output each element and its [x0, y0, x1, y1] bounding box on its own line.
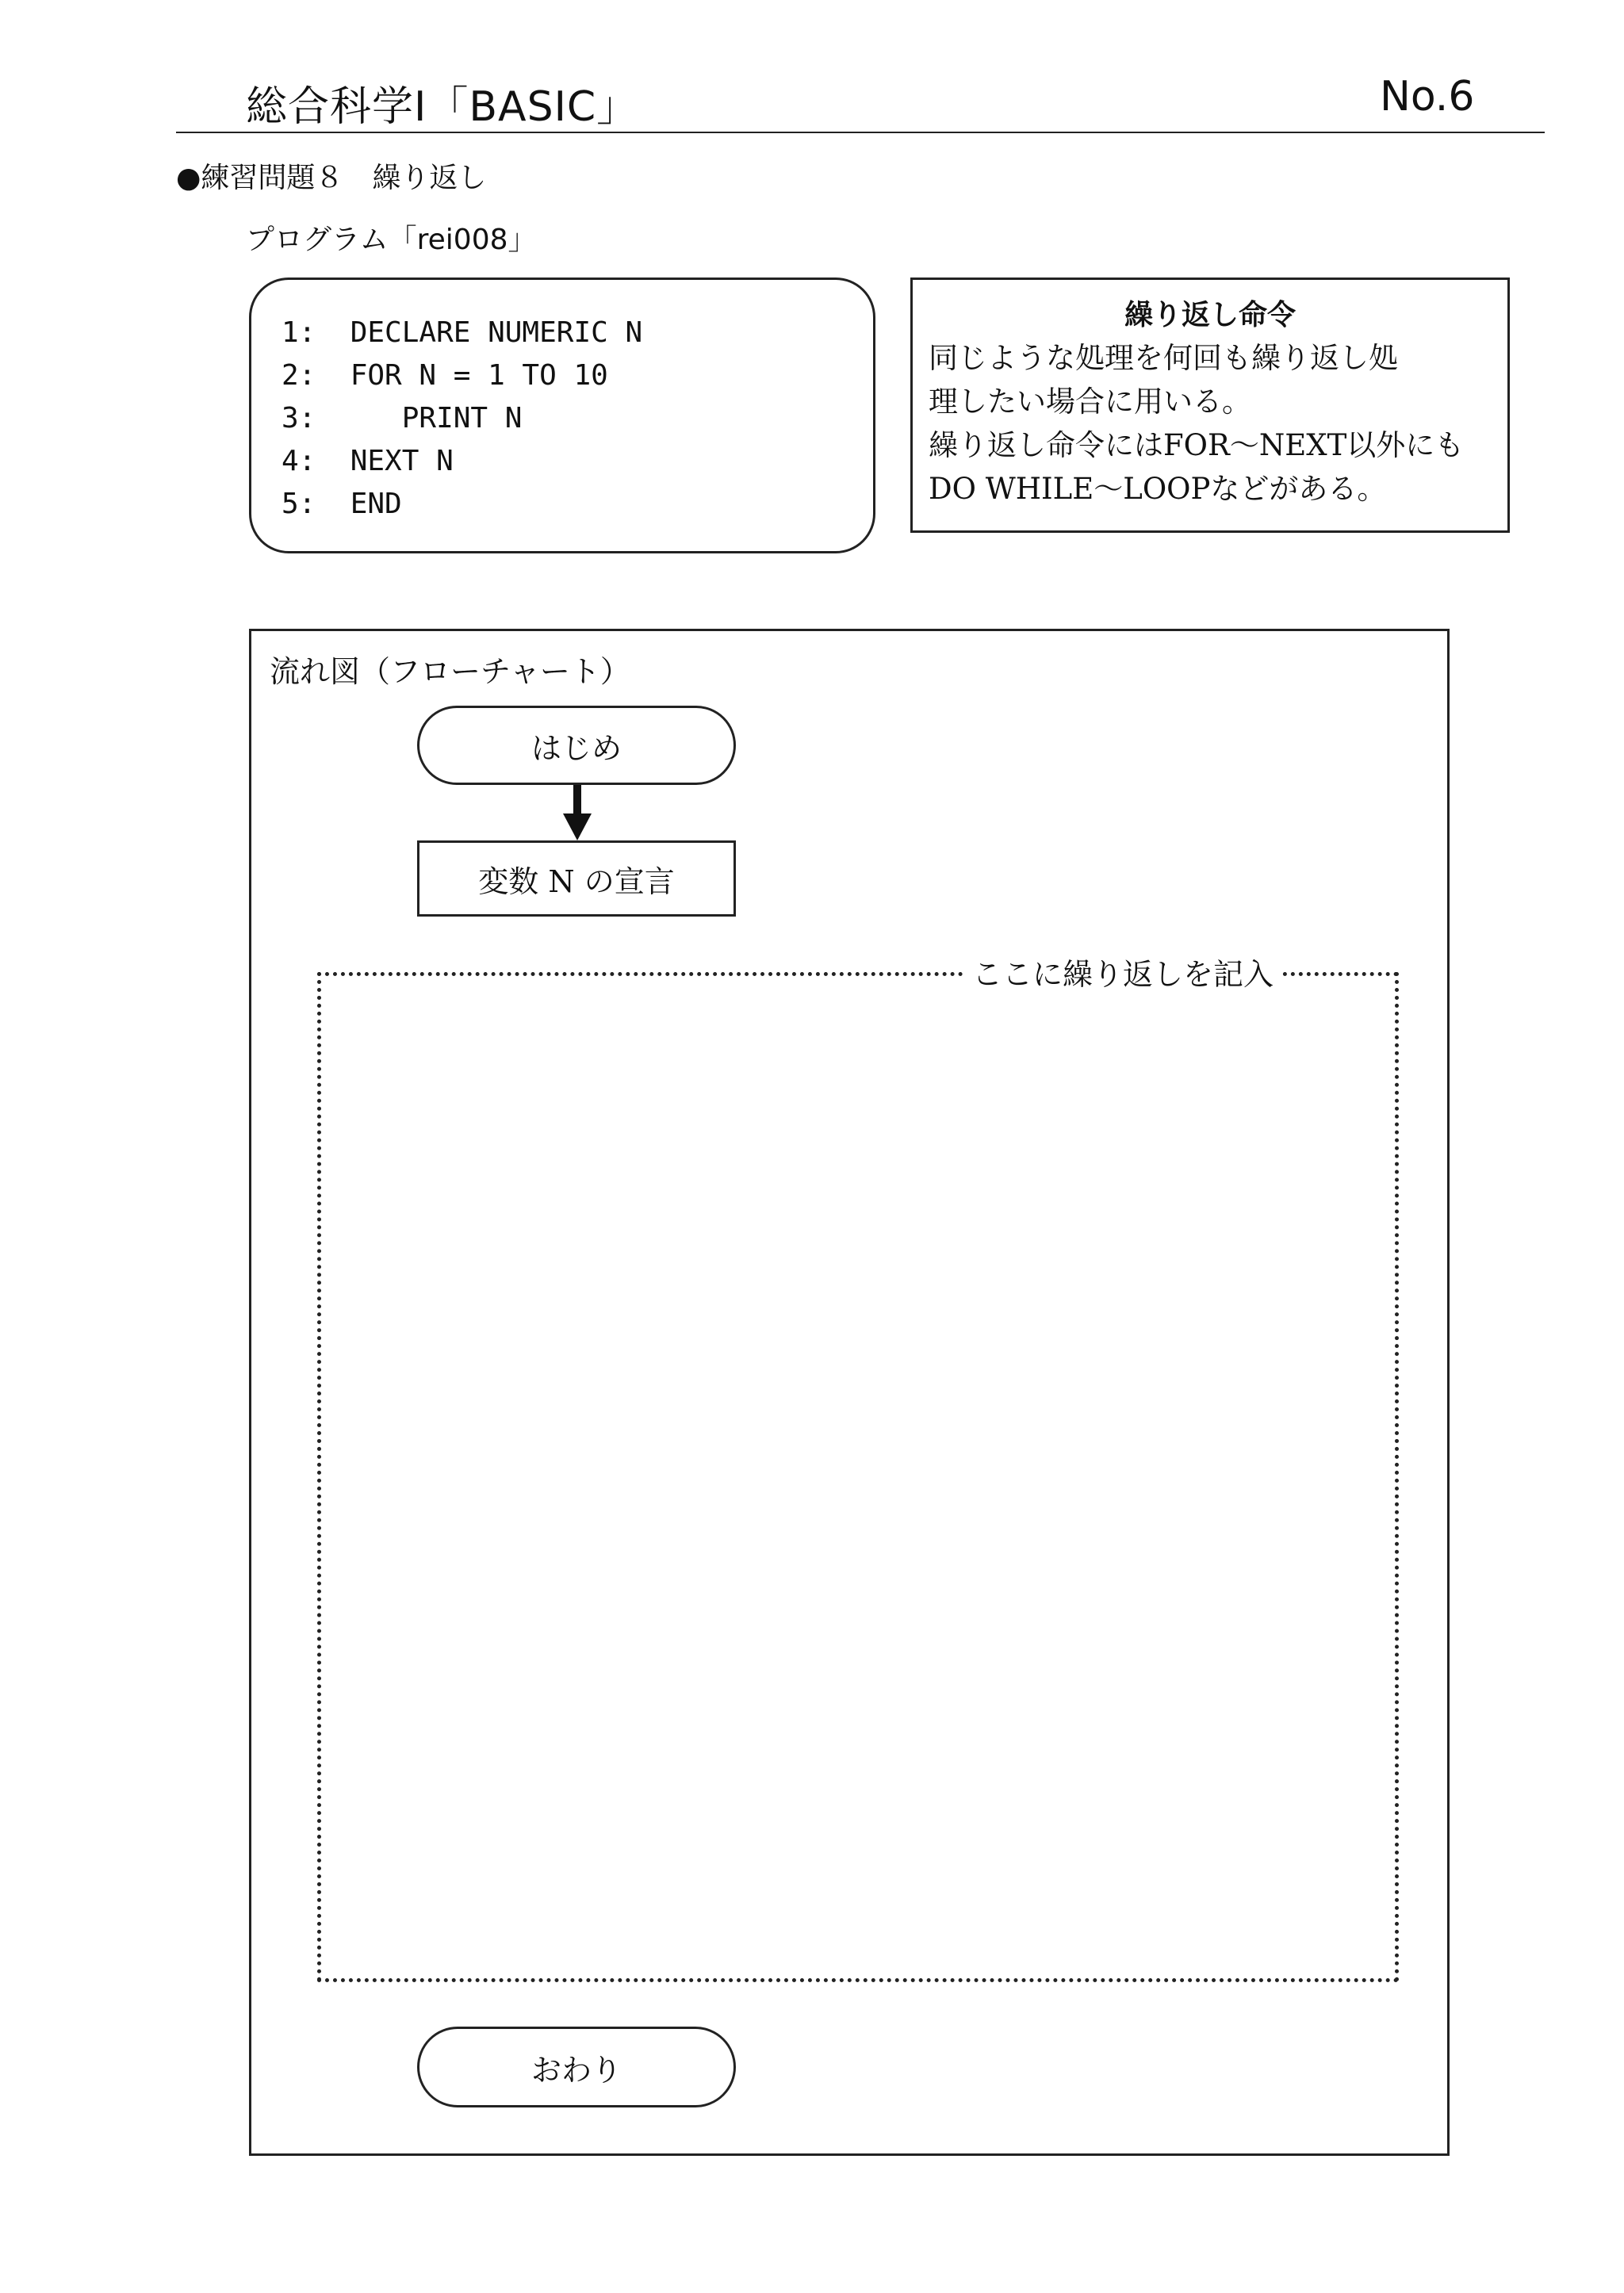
- code-line: 5: END: [282, 488, 402, 520]
- program-suffix: 」: [508, 224, 537, 256]
- info-title: 繰り返し命令: [1124, 299, 1296, 331]
- code-listing: [282, 312, 642, 526]
- code-line: 2: FOR N = 1 TO 10: [282, 359, 608, 392]
- info-line: 繰り返し命令にはFOR～NEXT以外にも: [929, 428, 1465, 462]
- info-line: 理したい場合に用いる。: [929, 385, 1251, 419]
- code-line: 1: DECLARE NUMERIC N: [282, 316, 643, 349]
- code-listing-box: [249, 278, 875, 553]
- program-file: rei008: [416, 224, 508, 256]
- worksheet-title: 総合科学Ⅰ「BASIC」: [246, 83, 639, 131]
- loop-entry-label: ここに繰り返しを記入: [964, 950, 1281, 993]
- info-line: DO WHILE～LOOPなどがある。: [929, 472, 1387, 506]
- info-box: [910, 278, 1510, 533]
- page-number: No.6: [1380, 73, 1475, 121]
- info-line: 同じような処理を何回も繰り返し処: [929, 341, 1398, 375]
- flow-end-terminal: おわり: [417, 2027, 736, 2107]
- loop-entry-area[interactable]: [317, 972, 1399, 1982]
- program-prefix: プログラム「: [246, 224, 417, 256]
- code-line: 3: PRINT N: [282, 402, 523, 434]
- flowchart-label: 流れ図（フローチャート）: [270, 654, 630, 689]
- flow-declare-process: 変数 N の宣言: [417, 840, 736, 917]
- program-name: [246, 217, 537, 258]
- info-body: [929, 336, 1492, 511]
- exercise-heading: ●練習問題８ 繰り返し: [176, 162, 487, 194]
- flow-arrow-shaft: [573, 785, 581, 817]
- flow-arrow-down-icon: [563, 813, 592, 840]
- code-line: 4: NEXT N: [282, 445, 454, 477]
- flow-start-terminal: はじめ: [417, 706, 736, 785]
- header-divider: [176, 132, 1545, 133]
